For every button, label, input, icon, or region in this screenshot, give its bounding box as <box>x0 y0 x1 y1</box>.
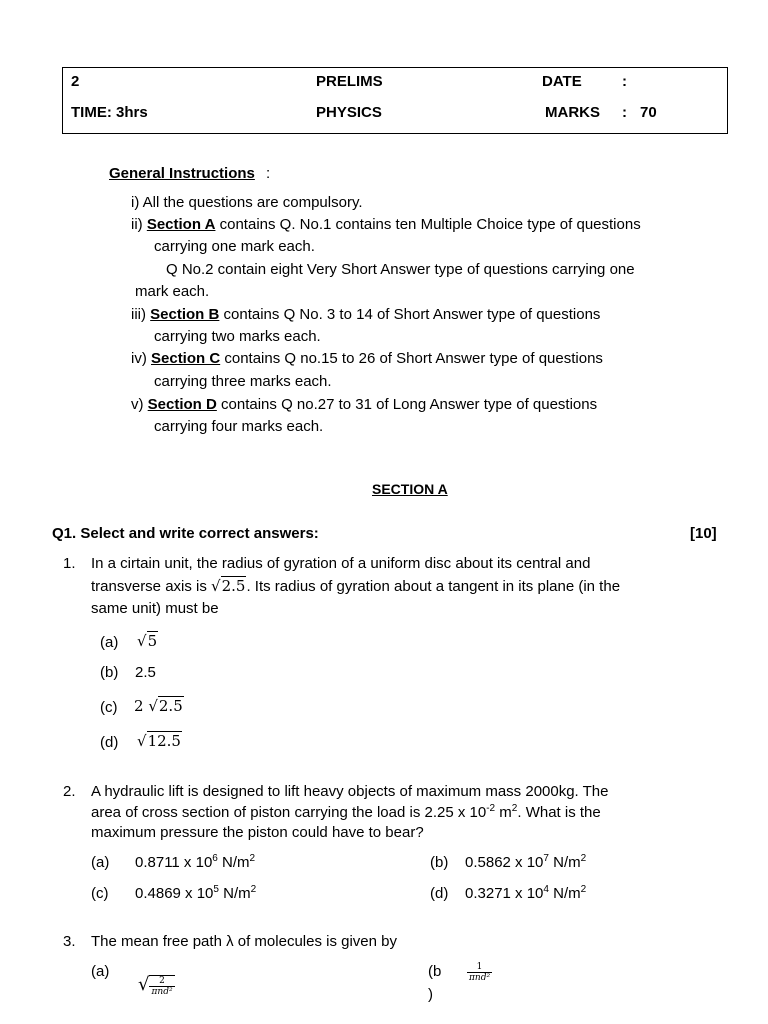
section-a-title: SECTION A <box>372 481 448 497</box>
q2-option-c-unit: N/m <box>218 885 251 902</box>
instructions-colon: : <box>266 165 271 182</box>
q1-line2-sqrt-value: 2.5 <box>221 577 246 595</box>
exam-name: PRELIMS <box>316 73 383 90</box>
instruction-ii <box>131 216 641 234</box>
q1-line2-a: transverse axis is <box>91 578 212 595</box>
q2-option-d-label: (d) <box>430 885 449 902</box>
section-a-link: Section A <box>146 216 216 233</box>
instruction-v <box>131 396 597 414</box>
q3-option-b-label-tail: ) <box>428 986 433 1003</box>
instruction-iii-text: contains Q No. 3 to 14 of Short Answer type of questions <box>219 306 601 323</box>
marks-colon: : <box>622 104 627 121</box>
instruction-ii-prefix: ii) <box>131 216 147 233</box>
q2-option-c-base: 0.4869 x 10 <box>135 885 214 902</box>
q1-number: 1. <box>63 555 76 572</box>
date-label: DATE <box>542 73 582 90</box>
q2-option-d-value <box>465 885 586 903</box>
q3-line1: The mean free path λ of molecules is given by <box>91 933 397 950</box>
q2-number: 2. <box>63 783 76 800</box>
q2-option-a-unit: N/m <box>217 854 250 871</box>
instruction-ii-q2-cont: mark each. <box>135 283 210 300</box>
q3-option-a-den: πnd² <box>151 987 173 997</box>
instructions-title: General Instructions <box>109 165 255 182</box>
q1-option-a-sqrt: 5 <box>147 632 158 650</box>
q2-option-b-base: 0.5862 x 10 <box>465 854 544 871</box>
q2-option-b-label: (b) <box>430 854 449 871</box>
q2-option-d-unit: N/m <box>548 885 581 902</box>
q2-line1: A hydraulic lift is designed to lift heavy objects of maximum mass 2000kg. The <box>91 783 609 800</box>
instruction-ii-text: contains Q. No.1 contains ten Multiple Choice type of questions <box>215 216 641 233</box>
instruction-iv <box>131 350 603 368</box>
q2-option-c-label: (c) <box>91 885 109 902</box>
q2-line2-exp2: 2 <box>511 803 518 814</box>
q3-option-b-den: πnd² <box>469 973 491 983</box>
q1-option-c-sqrt: 2.5 <box>158 697 183 715</box>
q2-line2-a: area of cross section of piston carrying the load is 2.25 x 10 <box>91 804 487 821</box>
instruction-ii-q2: Q No.2 contain eight Very Short Answer type of questions carrying one <box>166 261 635 278</box>
q2-option-d-exp: 4 <box>543 884 549 895</box>
q1-line2-sqrt: √2.5 <box>211 577 246 595</box>
q2-option-a-exp: 6 <box>212 853 218 864</box>
instruction-ii-cont: carrying one mark each. <box>154 238 315 255</box>
q2-option-b-unit: N/m <box>548 854 581 871</box>
q3-number: 3. <box>63 933 76 950</box>
marks-value: 70 <box>640 104 657 121</box>
q2-option-b-unit-exp: 2 <box>580 853 587 864</box>
q1-option-d-value: √12.5 <box>137 732 181 750</box>
q2-option-a-unit-exp: 2 <box>249 853 256 864</box>
q2-option-b-exp: 7 <box>543 853 549 864</box>
q1-option-d-label: (d) <box>100 734 119 751</box>
q3-option-a-num: 2 <box>149 976 174 987</box>
paper-number: 2 <box>71 73 80 90</box>
q1-line2 <box>91 577 620 596</box>
date-colon: : <box>622 73 627 90</box>
q2-line2-exp: -2 <box>486 803 496 814</box>
instruction-v-text: contains Q no.27 to 31 of Long Answer type of questions <box>216 396 598 413</box>
q1-marks: [10] <box>690 525 717 542</box>
instruction-iii-cont: carrying two marks each. <box>154 328 321 345</box>
header-box <box>62 67 728 134</box>
marks-label: MARKS <box>545 104 600 121</box>
instruction-iii-prefix: iii) <box>131 306 151 323</box>
instruction-i: i) All the questions are compulsory. <box>131 194 363 211</box>
q2-option-d-unit-exp: 2 <box>580 884 587 895</box>
q2-option-a-label: (a) <box>91 854 110 871</box>
instruction-iv-cont: carrying three marks each. <box>154 373 332 390</box>
section-c-link: Section C <box>151 350 221 367</box>
q3-option-b-num: 1 <box>467 962 492 973</box>
q2-option-c-unit-exp: 2 <box>250 884 257 895</box>
q2-line2 <box>91 804 601 822</box>
q1-option-c-value: 2 √2.5 <box>134 697 183 715</box>
q3-option-a-label: (a) <box>91 963 110 980</box>
q2-line3: maximum pressure the piston could have to bear? <box>91 824 424 841</box>
q1-option-c-coef: 2 <box>134 697 144 715</box>
q1-option-a-label: (a) <box>100 634 119 651</box>
q2-option-d-base: 0.3271 x 10 <box>465 885 544 902</box>
q2-option-c-value <box>135 885 256 903</box>
q1-line1: In a cirtain unit, the radius of gyration of a uniform disc about its central and <box>91 555 591 572</box>
q1-option-a-value: √5 <box>137 632 158 650</box>
time-label: TIME: 3hrs <box>71 104 148 121</box>
q2-option-b-value <box>465 854 586 872</box>
q3-option-b-label: (b <box>428 963 442 980</box>
instruction-v-prefix: v) <box>131 396 148 413</box>
q2-line2-b: m <box>495 804 512 821</box>
q1-option-d-sqrt: 12.5 <box>147 732 181 750</box>
instruction-iv-text: contains Q no.15 to 26 of Short Answer type of questions <box>220 350 603 367</box>
instruction-iii <box>131 306 600 324</box>
q3-option-a-value: √ $\frac{2}{\text{πnd²}}$ <box>138 973 173 997</box>
instruction-iv-prefix: iv) <box>131 350 151 367</box>
q2-line2-c: . What is the <box>517 804 601 821</box>
section-b-link: Section B <box>150 306 220 323</box>
subject-name: PHYSICS <box>316 104 382 121</box>
q1-option-b-label: (b) <box>100 664 119 681</box>
q3-option-b-value <box>467 962 492 983</box>
q2-option-c-exp: 5 <box>213 884 219 895</box>
q1-heading: Q1. Select and write correct answers: <box>52 525 319 542</box>
instruction-v-cont: carrying four marks each. <box>154 418 324 435</box>
q1-option-c-label: (c) <box>100 699 118 716</box>
q1-option-b-value: 2.5 <box>135 664 156 681</box>
q2-option-a-base: 0.8711 x 10 <box>135 854 213 871</box>
section-d-link: Section D <box>147 396 217 413</box>
q1-line2-b: . Its radius of gyration about a tangent in its plane (in the <box>246 578 621 595</box>
q1-line3: same unit) must be <box>91 600 219 617</box>
q2-option-a-value <box>135 854 255 872</box>
